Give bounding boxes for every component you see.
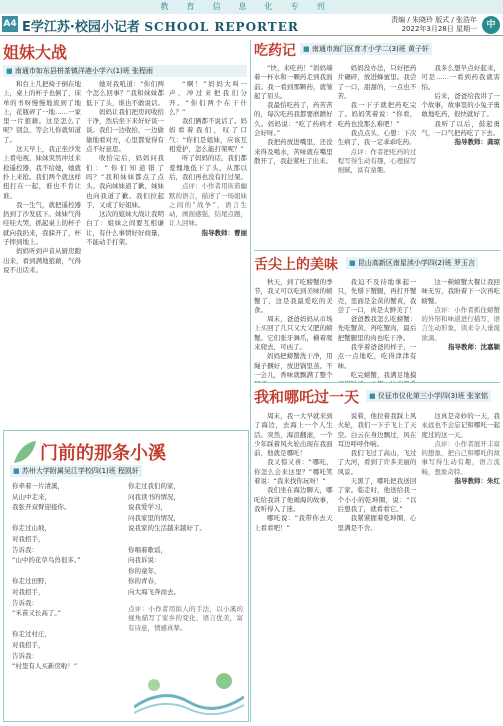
poem-line: “禾苗又长高了。” — [12, 609, 61, 618]
masthead-band — [0, 0, 503, 14]
poem-line: “山中的花草鸟兽很多。” — [12, 556, 81, 565]
article-column — [421, 64, 500, 249]
article-chiyao — [254, 40, 500, 246]
article-paragraph: “快，来吃药！”妈妈端着一杯水和一颗药走到我面前。我一看到那颗药，就皱起了眉头。 — [254, 64, 333, 100]
article-paragraph: 吃完螃蟹，我满足地摸 — [350, 370, 417, 379]
article-body — [254, 278, 500, 382]
article-byline: ■ 仪征市仪化第三小学四(3)班 张家铭 — [366, 390, 491, 402]
article-paragraph: 这真是奇妙的一天，我永远也不会忘记和哪吒一起度过的这一天。 — [421, 412, 501, 439]
poem-line: 说我家的生活越来越好了。 — [128, 524, 206, 533]
article-comment: 点评：小作者展开丰富的想象，把自己和哪吒的故事写得生动有趣，语言流畅，想象奇特。 — [421, 439, 501, 476]
article-paragraph: 周末，我一大早就来到了海边，去海上一个人生活。突然，海浪翻滚，一个少年踩着风火轮出现在我面前，他就是哪吒！ — [254, 412, 333, 458]
article-paragraph: 她对我吼道：“你们两个怎么回事？”我和妹妹都低下了头，谁也不敢说话。 — [86, 80, 164, 107]
article-body — [3, 80, 247, 425]
poem-line: 你走过山坡， — [12, 524, 51, 533]
article-paragraph: 我们俩都不说话了。妈妈看着我们，叹了口气：“你们是姐妹，应该互相爱护，怎么能打架呢？” — [169, 117, 247, 154]
square-bullet-icon: ■ — [349, 259, 356, 267]
article-column — [338, 278, 417, 382]
article-paragraph: 秋天，到了吃螃蟹的季节，我又可以吃到美味的螃蟹了，这是我最爱吃的美食。 — [254, 278, 333, 314]
editor-line: 责编 / 朱晓玲 版式 / 张浩年 — [391, 16, 477, 24]
article-column — [338, 412, 417, 724]
poem-line: 告诉我： — [12, 598, 38, 607]
poem-line: 你唱着歌谣， — [128, 545, 167, 554]
article-column — [169, 80, 247, 425]
article-teacher: 指导教师：沈嘉颖 — [448, 343, 501, 352]
newspaper-logo-icon: 中 — [482, 16, 500, 34]
article-paragraph: 我紧紧握着乾坤圈，心里满是不舍。 — [337, 514, 417, 532]
row-divider — [254, 382, 500, 383]
article-byline: ■ 昆山高新区南星渎小学四(2)班 罗玉言 — [346, 257, 478, 269]
article-byline: ■ 南通市海门区育才小学二(3)班 黄子轩 — [300, 43, 432, 55]
article-paragraph: 妈妈没办法，只好把药片碾碎，放进蜂蜜里。我尝了一口，甜甜的，一点也不苦。 — [337, 64, 417, 100]
poem-line: 我张开双臂迎接你。 — [12, 503, 71, 512]
poem-line: 你走过村庄， — [12, 630, 51, 639]
article-paragraph: 我又惊又喜：“哪吒，你怎么会来这里？”哪吒笑着说：“我来找你玩呀！” — [254, 458, 333, 486]
article-column — [421, 412, 500, 724]
article-paragraph: 我最怕吃药了，药苦苦的，每次吃药我都要磨蹭好久。妈妈说：“吃了药病才会好呀。” — [254, 101, 333, 138]
poem-line: 你走过田野， — [12, 577, 51, 586]
article-title: 我和哪吒过一天 — [254, 388, 360, 406]
poem-line — [12, 513, 122, 524]
article-column — [338, 64, 417, 249]
poem-line: 说我爱学习， — [128, 503, 167, 512]
column-divider — [250, 40, 251, 722]
article-column — [254, 412, 333, 724]
article-teacher: 指导教师：朱红 — [454, 477, 501, 486]
article-paragraph: 爸爸教我怎么吃螃蟹：先吃蟹黄，再吃蟹肉，最后把蟹腿里的肉也吃干净。 — [337, 315, 417, 342]
section-title-en: SCHOOL REPORTER — [144, 20, 299, 34]
article-jiemei — [3, 40, 247, 426]
article-paragraph: 收拾完后，妈妈问我们：“你们知道错了吗？”我和妹妹都点了点头。我向妹妹道了歉，妹妹也向我道了歉。我们拉起手，又成了好姐妹。 — [86, 154, 164, 209]
square-bullet-icon: ■ — [303, 45, 310, 53]
article-nayitian — [254, 386, 500, 722]
poem-line: 告诉我： — [12, 545, 38, 554]
article-column — [3, 80, 81, 425]
square-bullet-icon: ■ — [13, 467, 20, 475]
poem-line: 你的童年， — [128, 566, 161, 575]
article-body — [254, 412, 500, 724]
poem-line: 向我诉说： — [128, 556, 161, 565]
article-paragraph: 我们坐在海边聊天，哪吒给我讲了他闹海的故事，我听得入了迷。 — [254, 486, 333, 513]
article-paragraph: 我听了以后，鼓起勇气，一口气把药吃了下去。 — [421, 119, 501, 138]
article-paragraph: 我学着爸爸的样子，一点一点地吃，吃得津津有味。 — [337, 343, 417, 370]
article-paragraph: 我们飞过了高山，飞过了大河，看到了许多美丽的风景。 — [337, 449, 417, 476]
article-paragraph: 我多么想早点好起来，可是……一看到药我就害怕。 — [421, 64, 501, 91]
article-paragraph: 后来，爸爸给我讲了一个故事，故事里的小兔子勇敢地吃药，很快就好了。 — [421, 91, 501, 119]
article-comment: 点评：作者把吃药的过程写得生动有趣，心理描写细腻，富有童趣。 — [337, 147, 417, 175]
article-column — [254, 64, 333, 249]
poem-line: 告诉我： — [12, 651, 38, 660]
article-paragraph: 妈妈把螃蟹洗干净，用绳子捆好，放进锅里蒸。不一会儿，香味就飘满了整个 — [254, 352, 333, 379]
poem-line: 从山中走来， — [12, 492, 51, 501]
article-paragraph: 听了妈妈的话，我们都羞愧地低下了头。从那以后，我们再也没有打过架。 — [169, 154, 247, 181]
square-bullet-icon: ■ — [6, 67, 13, 75]
article-paragraph: 周末，爸爸妈妈从市场上买回了几只又大又肥的螃蟹。它们张牙舞爪，横着爬来爬去，可凶了。 — [254, 315, 333, 352]
article-paragraph: 我一下子就把药吃完了。妈妈笑着说：“你看，吃药也没那么难吧！” — [337, 101, 417, 128]
article-paragraph: 我一生气，就把遥控器扔到了沙发底下。妹妹气得哇哇大哭，抓起桌上的杯子就向我扔来，我躲开了，杯子摔到地上。 — [3, 200, 81, 247]
article-paragraph: 天黑了，哪吒把我送回了家。临走时，他送给我一个小小的乾坤圈，说：“以后想我了，就看看它。” — [337, 477, 417, 513]
poem-line: 问我读书的情况， — [128, 492, 180, 501]
article-paragraph: 我点点头，心想：下次生病了，我一定乖乖吃药。 — [337, 129, 417, 147]
article-teacher: 指导教师：曹丽 — [201, 228, 247, 237]
poem-left-stanzas — [12, 481, 122, 672]
article-paragraph: 妈妈听到声音从厨房跑出来，看到满地狼藉，气得说不出话来。 — [3, 247, 81, 274]
article-column — [421, 278, 500, 382]
poem-line: 对我招手， — [12, 534, 45, 543]
leaf-decoration-icon — [10, 437, 40, 467]
poem-line — [128, 534, 243, 545]
article-paragraph: 我迫不及待地拿起一只，先掰下蟹腿，再打开蟹壳，里面是金黄的蟹黄，我尝了一口，真是太鲜美了！ — [337, 278, 417, 314]
square-bullet-icon: ■ — [369, 392, 376, 400]
page-number-badge: A4 — [2, 16, 18, 32]
poem-line: 向大海飞奔而去。 — [128, 587, 180, 596]
poem-line: 问我家里的情况， — [128, 513, 180, 522]
date-line: 2022年3月28日 星期一 — [401, 25, 477, 33]
poem-line: “村里有人买新房啦！” — [12, 662, 78, 671]
article-column — [86, 80, 164, 425]
poem-line: 你牵着一片清溪， — [12, 482, 64, 490]
article-teacher: 指导教师：龚琼 — [454, 138, 501, 147]
article-title: 吃药记 — [254, 43, 296, 59]
article-paragraph: 这天早上，我正坐沙发上看电视，妹妹突然冲过来抢遥控器，我不给她，她就扑上来抢。我们两个就这样扭打在一起，谁也不肯让谁。 — [3, 145, 81, 200]
article-comment: 点评：小作者用诙谐幽默的语言，描述了一场姐妹之间的“战争”，语言生动，画面感强，结尾点题，让人回味。 — [169, 182, 247, 228]
poem-line: 你走过我们的家， — [128, 482, 180, 490]
article-title: 姐妹大战 — [3, 43, 68, 62]
article-shetou — [254, 254, 500, 380]
article-title: 舌尖上的美味 — [254, 257, 338, 273]
article-paragraph: 哪吒说：“我带你去天上看看吧！” — [254, 514, 333, 532]
poem-right-stanzas — [128, 481, 243, 598]
poem-line: 对我招手， — [12, 587, 45, 596]
poem-box — [3, 430, 249, 722]
article-paragraph: 这次的姐妹大战让我明白了：姐妹之间要互相谦让，有什么事情好好商量，不能动手打架。 — [86, 210, 164, 247]
article-body — [254, 64, 500, 249]
article-paragraph: 妈妈让我们把房间收拾干净，然后坐下来好好谈一谈。我们一边收拾，一边偷偷地看对方，心里都觉得有点不好意思。 — [86, 107, 164, 154]
article-column — [254, 278, 333, 382]
section-title — [22, 16, 299, 35]
poem-comment: 点评：小作者用拟人的手法，以小溪的视角描写了家乡的变化，语言优美，富有诗意，情感真挚。 — [128, 605, 243, 632]
poem-byline: ■ 苏州大学附属吴江学校四(1)班 程凯轩 — [10, 465, 142, 477]
stream-illustration-icon — [134, 667, 244, 717]
article-comment: 点评：小作者抓住螃蟹的外形和味道进行描写，语言生动形象，读来令人垂涎欲滴。 — [421, 305, 501, 342]
poem-line — [12, 566, 122, 577]
article-paragraph: “啊！”妈妈大叫一声，冲过来把我们分开。“你们两个在干什么？” — [169, 80, 247, 116]
article-byline: ■ 南通市如东县栟茶镇洋港小学六(1)班 张程雨 — [3, 65, 247, 77]
article-paragraph: 我把药放进嘴里，还没来得及喝水，苦味就在嘴里散开了，我赶紧吐了出来。 — [254, 138, 333, 165]
poem-line: 你的青春， — [128, 577, 161, 586]
row-divider — [254, 250, 500, 251]
poem-title: 门前的那条小溪 — [40, 443, 166, 464]
section-title-cn: E学江苏·校园小记者 — [22, 20, 140, 35]
poem-line — [12, 619, 122, 630]
article-paragraph: 和台上几把椅子倒在地上，桌上的杯子也倒了，床单的书呀慢慢地流到了地上，花瓶碎了一地……一家里一片狼藉。这是怎么了呢？别急，等会儿你就知道了。 — [3, 80, 81, 144]
article-paragraph: 说着，他拉着我踩上风火轮，我们一下子飞上了天空。白云在身边飘过，风在耳边呼呼作响。 — [337, 412, 417, 448]
poem-line: 对我招手， — [12, 640, 45, 649]
masthead-band-label: 教育信息化专刊 — [160, 2, 343, 11]
article-paragraph: 这一顿螃蟹大餐让我回味无穷，我盼着下一次再吃螃蟹。 — [421, 278, 501, 305]
page-header — [0, 14, 503, 36]
